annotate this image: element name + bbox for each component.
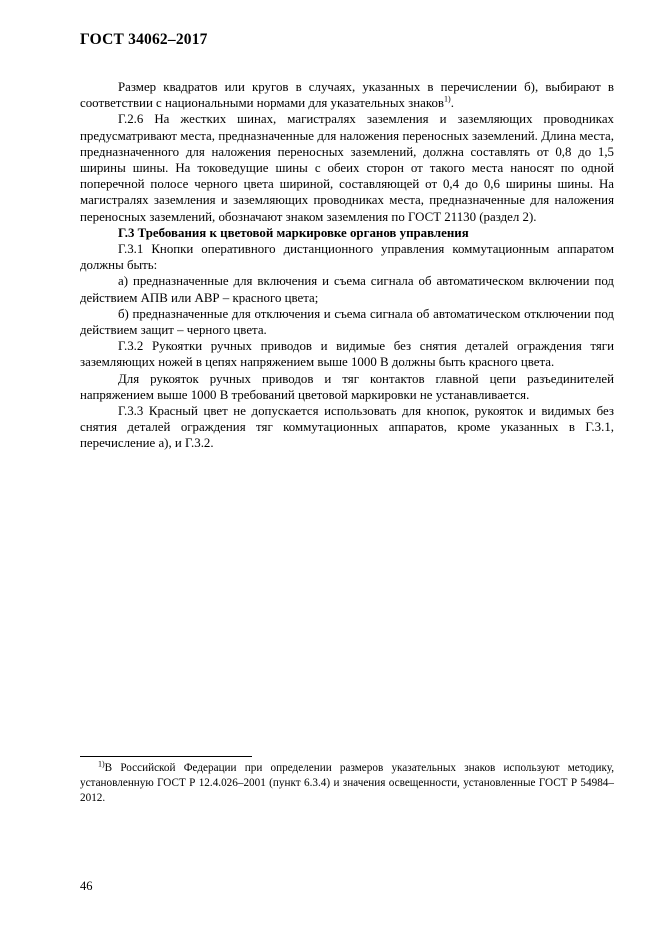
paragraph-g-3-1: Г.3.1 Кнопки оперативного дистанционного управления коммутационным аппаратом должны быть: [80, 242, 614, 273]
paragraph-g-2-6: Г.2.6 На жестких шинах, магистралях заземления и заземляющих проводниках предусматривают места, предназначенные для наложения переносных заземлений. Длина места, предназначенного для наложения переносных заземлений, должна составлять от 0,8 до 1,5 ширины шины. На токоведущие шины с обеих сторон от такого места наносят по одной поперечной полосе черного цвета шириной, составляющей от 0,4 до 0,6 ширины шины. На магистралях заземления и заземляющих проводниках места, предназначенные для наложения переносных заземлений, обозначают знаком заземления по ГОСТ 21130 (раздел 2). [80, 112, 614, 224]
footnote [80, 761, 614, 805]
footnote-text: В Российской Федерации при определении размеров указательных знаков используют методику, установленную ГОСТ Р 12.4.026–2001 (пункт 6.3.4) и значения освещенности, установленные ГОСТ Р 54984–2012. [80, 762, 614, 804]
paragraph-text: Размер квадратов или кругов в случаях, указанных в перечислении б), выбирают в соответствии с национальными нормами для указательных знаков [80, 80, 614, 111]
paragraph-handles-note: Для рукояток ручных приводов и тяг контактов главной цепи разъединителей напряжением выше 1000 В требований цветовой маркировки не устанавливается. [80, 371, 614, 402]
footnote-marker: 1) [98, 759, 105, 769]
page-body [80, 79, 614, 452]
paragraph-size-note [80, 79, 614, 111]
footnote-ref: 1) [444, 94, 451, 104]
page-header-title: ГОСТ 34062–2017 [80, 31, 208, 48]
footnote-separator [80, 756, 252, 757]
paragraph-tail: . [450, 96, 454, 111]
list-item-a: а) предназначенные для включения и съема сигнала об автоматическом включении под действием АПВ или АВР – красного цвета; [80, 274, 614, 305]
section-heading-g-3: Г.3 Требования к цветовой маркировке органов управления [118, 225, 469, 240]
list-item-b: б) предназначенные для отключения и съема сигнала об автоматическом отключении под действием защит – черного цвета. [80, 306, 614, 338]
paragraph-g-3-2: Г.3.2 Рукоятки ручных приводов и видимые без снятия деталей ограждения тяги заземляющих ножей в цепях напряжением выше 1000 В должны быть красного цвета. [80, 339, 614, 370]
paragraph-g-3-3: Г.3.3 Красный цвет не допускается использовать для кнопок, рукояток и видимых без снятия деталей ограждения тяг коммутационных аппаратов, кроме указанных в Г.3.1, перечисление а), и Г.3.2. [80, 404, 614, 451]
page-number: 46 [80, 879, 93, 893]
footnote-body [80, 761, 614, 805]
